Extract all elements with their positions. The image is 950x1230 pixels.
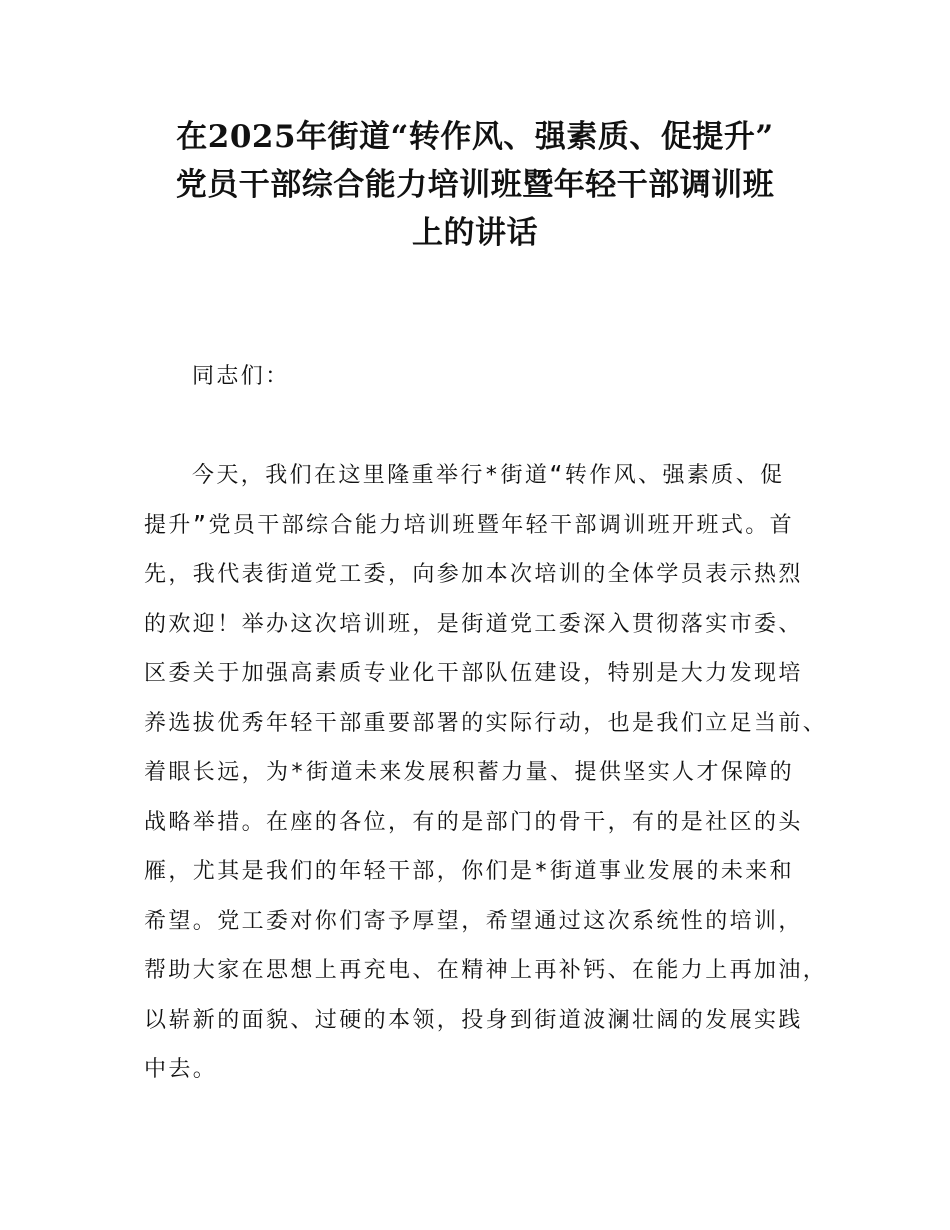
document-title	[0, 113, 950, 257]
paragraph-line: 先，我代表街道党工委，向参加本次培训的全体学员表示热烈	[144, 562, 803, 587]
paragraph-line: 养选拔优秀年轻干部重要部署的实际行动，也是我们立足当前、	[144, 710, 828, 736]
paragraph-spacer	[144, 402, 824, 452]
paragraph-line: 的欢迎！举办这次培训班，是街道党工委深入贯彻落实市委、	[144, 611, 803, 637]
title-line-2: 党员干部综合能力培训班暨年轻干部调训班	[175, 167, 775, 203]
paragraph-line: 提升”党员干部综合能力培训班暨年轻干部调训班开班式。首	[144, 512, 795, 538]
paragraph-line: 中去。	[144, 1057, 218, 1082]
paragraph-line: 区委关于加强高素质专业化干部队伍建设，特别是大力发现培	[144, 661, 803, 686]
title-line-3: 上的讲话	[412, 215, 538, 251]
paragraph-line: 雁，尤其是我们的年轻干部，你们是*街道事业发展的未来和	[144, 859, 795, 884]
document-body	[144, 352, 828, 1095]
paragraph-line: 希望。党工委对你们寄予厚望，希望通过这次系统性的培训，	[144, 908, 803, 934]
paragraph-line: 战略举措。在座的各位，有的是部门的骨干，有的是社区的头	[144, 809, 803, 835]
title-line-1: 在2025年街道“转作风、强素质、促提升”	[176, 119, 774, 155]
paragraph-line: 今天，我们在这里隆重举行*街道“转作风、强素质、促	[192, 463, 785, 488]
salutation: 同志们：	[192, 364, 290, 389]
paragraph-line: 帮助大家在思想上再充电、在精神上再补钙、在能力上再加油，	[144, 958, 828, 983]
paragraph-1	[144, 451, 828, 1095]
paragraph-line: 以崭新的面貌、过硬的本领，投身到街道波澜壮阔的发展实践	[144, 1007, 803, 1033]
paragraph-line: 着眼长远，为*街道未来发展积蓄力量、提供坚实人才保障的	[144, 760, 795, 785]
